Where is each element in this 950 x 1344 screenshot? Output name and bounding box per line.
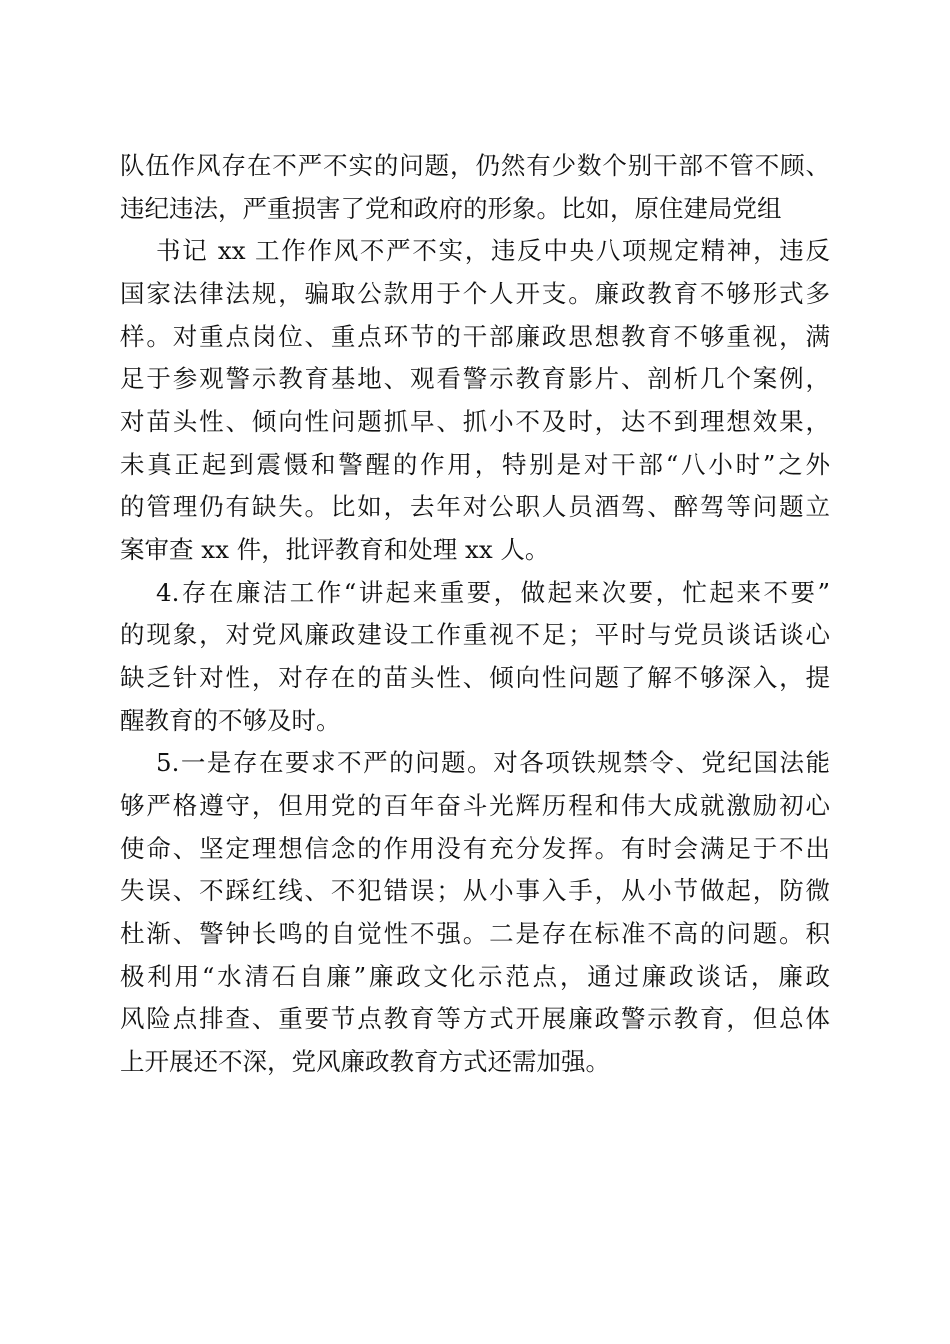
text-line: 风险点排查、重要节点教育等方式开展廉政警示教育，但总体 — [120, 1004, 830, 1033]
text-line: 书记 xx 工作作风不严不实，违反中央八项规定精神，违反 — [156, 236, 830, 265]
text-line: 够严格遵守，但用党的百年奋斗光辉历程和伟大成就激励初心 — [120, 791, 830, 820]
text-line: 4.存在廉洁工作“讲起来重要，做起来次要，忙起来不要” — [156, 578, 830, 607]
text-line: 使命、坚定理想信念的作用没有充分发挥。有时会满足于不出 — [120, 834, 830, 863]
text-line: 样。对重点岗位、重点环节的干部廉政思想教育不够重视，满 — [120, 322, 830, 351]
text-line: 上开展还不深，党风廉政教育方式还需加强。 — [120, 1047, 610, 1076]
text-line: 杜渐、警钟长鸣的自觉性不强。二是存在标准不高的问题。积 — [120, 919, 830, 948]
text-line: 队伍作风存在不严不实的问题，仍然有少数个别干部不管不顾、 — [120, 151, 830, 180]
text-line: 极利用“水清石自廉”廉政文化示范点，通过廉政谈话，廉政 — [120, 962, 830, 991]
text-line: 未真正起到震慑和警醒的作用，特别是对干部“八小时”之外 — [120, 450, 830, 479]
text-line: 失误、不踩红线、不犯错误；从小事入手，从小节做起，防微 — [120, 876, 830, 905]
text-line: 违纪违法，严重损害了党和政府的形象。比如，原住建局党组 — [120, 194, 782, 223]
text-line: 案审查 xx 件，批评教育和处理 xx 人。 — [120, 535, 550, 564]
text-line: 5.一是存在要求不严的问题。对各项铁规禁令、党纪国法能 — [156, 748, 830, 777]
text-line: 的管理仍有缺失。比如，去年对公职人员酒驾、醉驾等问题立 — [120, 492, 830, 521]
text-line: 对苗头性、倾向性问题抓早、抓小不及时，达不到理想效果， — [120, 407, 830, 436]
text-line: 国家法律法规，骗取公款用于个人开支。廉政教育不够形式多 — [120, 279, 830, 308]
text-line: 足于参观警示教育基地、观看警示教育影片、剖析几个案例， — [120, 364, 830, 393]
text-line: 的现象，对党风廉政建设工作重视不足；平时与党员谈话谈心 — [120, 620, 830, 649]
text-line: 醒教育的不够及时。 — [120, 706, 341, 735]
text-line: 缺乏针对性，对存在的苗头性、倾向性问题了解不够深入，提 — [120, 663, 830, 692]
